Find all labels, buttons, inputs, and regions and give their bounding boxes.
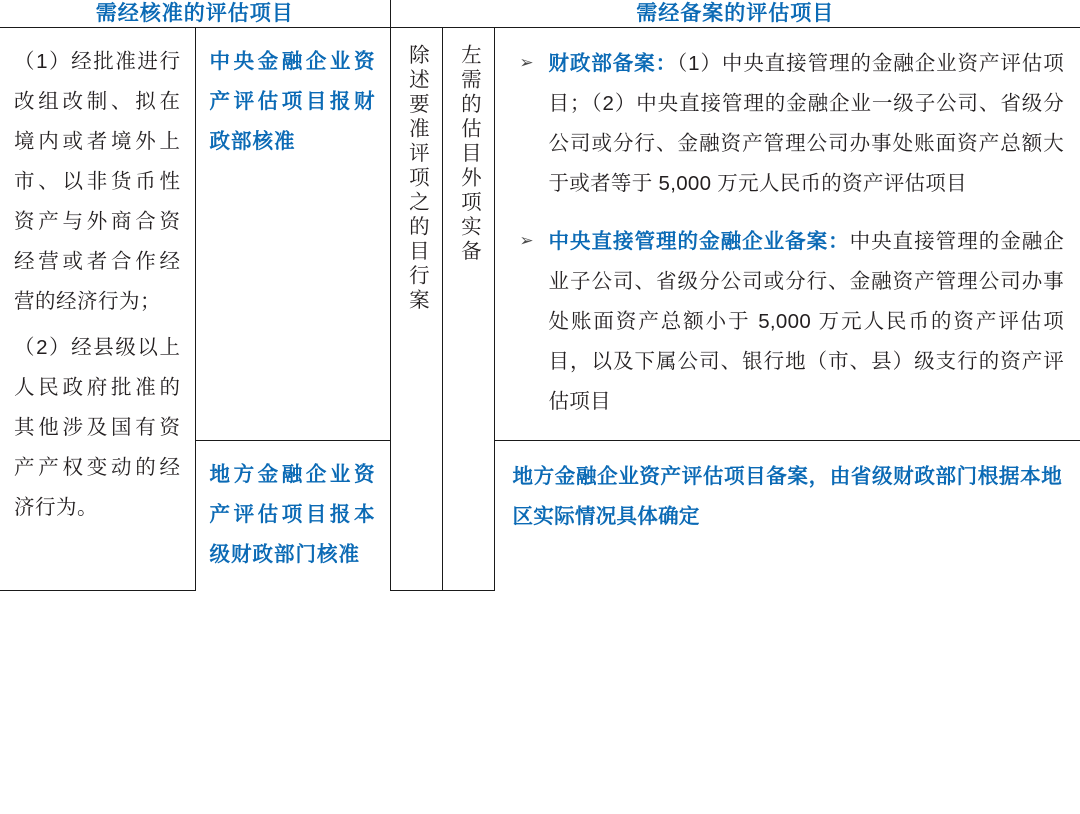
filing-item-text: 中央直接管理的金融企业子公司、省级分公司或分行、金融资产管理公司办事处账面资产总额小于 5,000 万元人民币的资产评估项目，以及下属公司、银行地（市、县）级支行的资产评估项目: [548, 230, 1065, 414]
filing-item-lead: 财政部备案：: [548, 52, 678, 76]
table-header-row: [0, 0, 1080, 28]
vertical-text-column-1: 除述要准评项之的目行案: [405, 44, 429, 314]
local-approval-text: 地方金融企业资产评估项目报本级财政部门核准: [209, 463, 376, 566]
arrow-bullet-icon: ➢: [519, 231, 534, 252]
arrow-bullet-icon: ➢: [519, 53, 534, 74]
filing-item-text: （1）中央直接管理的金融企业资产评估项目；（2）中央直接管理的金融企业一级子公司、省级分公司或分行、金融资产管理公司办事处账面资产总额大于或者等于 5,000 万元人民币的资产评估项目: [548, 52, 1065, 196]
local-filing-note-text: 地方金融企业资产评估项目备案，由省级财政部门根据本地区实际情况具体确定: [512, 465, 1063, 528]
cell-local-filing-note: [494, 441, 1080, 591]
filing-bullet-list: [495, 28, 1080, 440]
cell-local-approval: [195, 441, 390, 591]
table-row-central: [0, 28, 1080, 441]
column-header-approval: 需经核准的评估项目: [0, 0, 390, 28]
cell-vertical-note-left: [390, 28, 442, 591]
cell-filing-details: [494, 28, 1080, 441]
list-item: [505, 44, 1065, 204]
cell-central-approval: [195, 28, 390, 441]
vertical-text-column-2: 左需的估目外项实备: [457, 44, 481, 265]
list-item: [505, 222, 1065, 422]
filing-item-body: [549, 44, 1065, 204]
filing-item-lead: 中央直接管理的金融企业备案：: [548, 230, 850, 254]
column-header-filing: 需经备案的评估项目: [390, 0, 1080, 28]
cell-economic-behaviors: [0, 28, 195, 591]
cell-vertical-note-right: [442, 28, 494, 591]
narrative-paragraph-2: （2）经县级以上人民政府批准的其他涉及国有资产产权变动的经济行为。: [14, 336, 181, 519]
narrative-list: [0, 28, 195, 544]
filing-item-body: [549, 222, 1065, 422]
narrative-paragraph-1: （1）经批准进行改组改制、拟在境内或者境外上市、以非货币性资产与外商合资经营或者合作经营的经济行为；: [14, 50, 181, 314]
central-approval-text: 中央金融企业资产评估项目报财政部核准: [209, 50, 376, 154]
